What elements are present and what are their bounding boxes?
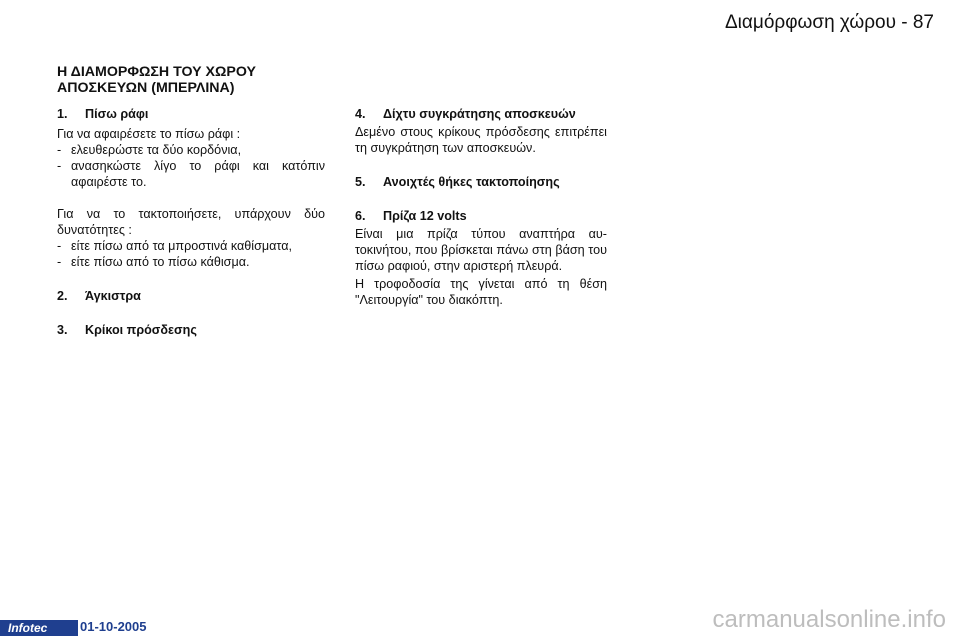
section-2-heading: [57, 288, 325, 304]
section-4-number: 4.: [355, 107, 366, 121]
section-6-text-2: Η τροφοδοσία της γίνεται από τη θέση "Λειτουργία" του διακόπτη.: [355, 277, 607, 307]
list-item: - είτε πίσω από το πίσω κάθισμα.: [57, 255, 250, 269]
section-3-number: 3.: [57, 323, 68, 337]
list-item: - ελευθερώστε τα δύο κορδόνια,: [57, 143, 242, 157]
list-item: - ανασηκώστε λίγο το ράφι και κατόπιν αφαιρέστε το.: [57, 159, 325, 189]
section-6-title: Πρίζα 12 volts: [383, 209, 467, 223]
section-5-heading: [355, 174, 607, 190]
section-1-intro: Για να αφαιρέσετε το πίσω ράφι :: [57, 127, 241, 141]
section-2-title: Άγκιστρα: [85, 289, 141, 303]
section-1-heading: [57, 106, 325, 122]
section-1-list: [57, 142, 325, 190]
section-1-number: 1.: [57, 107, 68, 121]
section-6-heading: [355, 208, 607, 224]
right-column: [355, 106, 607, 308]
section-1-title: Πίσω ράφι: [85, 107, 149, 121]
section-2-number: 2.: [57, 289, 68, 303]
section-6-number: 6.: [355, 209, 366, 223]
section-5-number: 5.: [355, 175, 366, 189]
section-main-title: Η ΔΙΑΜΟΡΦΩΣΗ ΤΟΥ ΧΩΡΟΥ ΑΠΟΣΚΕΥΩΝ (ΜΠΕΡΛΙΝΑ): [57, 64, 256, 96]
section-1-intro-2: Για να το τακτοποιήσετε, υπάρχουν δύο δυνατότητες :: [57, 207, 325, 237]
watermark: carmanualsonline.info: [712, 606, 946, 633]
footer-date: 01-10-2005: [80, 619, 147, 634]
page-header-title: Διαμόρφωση χώρου - 87: [724, 12, 934, 33]
list-item: - είτε πίσω από τα μπροστινά καθίσματα,: [57, 239, 292, 253]
section-5-title: Ανοιχτές θήκες τακτοποίησης: [383, 175, 560, 189]
section-4-text: Δεμένο στους κρίκους πρόσδεσης επιτρέπει τη συγκράτηση των αποσκευών.: [355, 125, 607, 155]
section-4-heading: [355, 106, 607, 122]
section-6-text-1: Είναι μια πρίζα τύπου αναπτήρα αυτοκινήτου, που βρίσκεται πάνω στη βάση του πίσω ραφιού, στην αριστερή πλευρά.: [355, 227, 607, 273]
section-3-heading: [57, 322, 325, 338]
left-column: [57, 106, 325, 338]
infotec-logo: Infotec: [0, 620, 78, 636]
section-4-title: Δίχτυ συγκράτησης αποσκευών: [383, 107, 576, 121]
section-3-title: Κρίκοι πρόσδεσης: [85, 323, 197, 337]
section-1-list-2: [57, 238, 325, 270]
